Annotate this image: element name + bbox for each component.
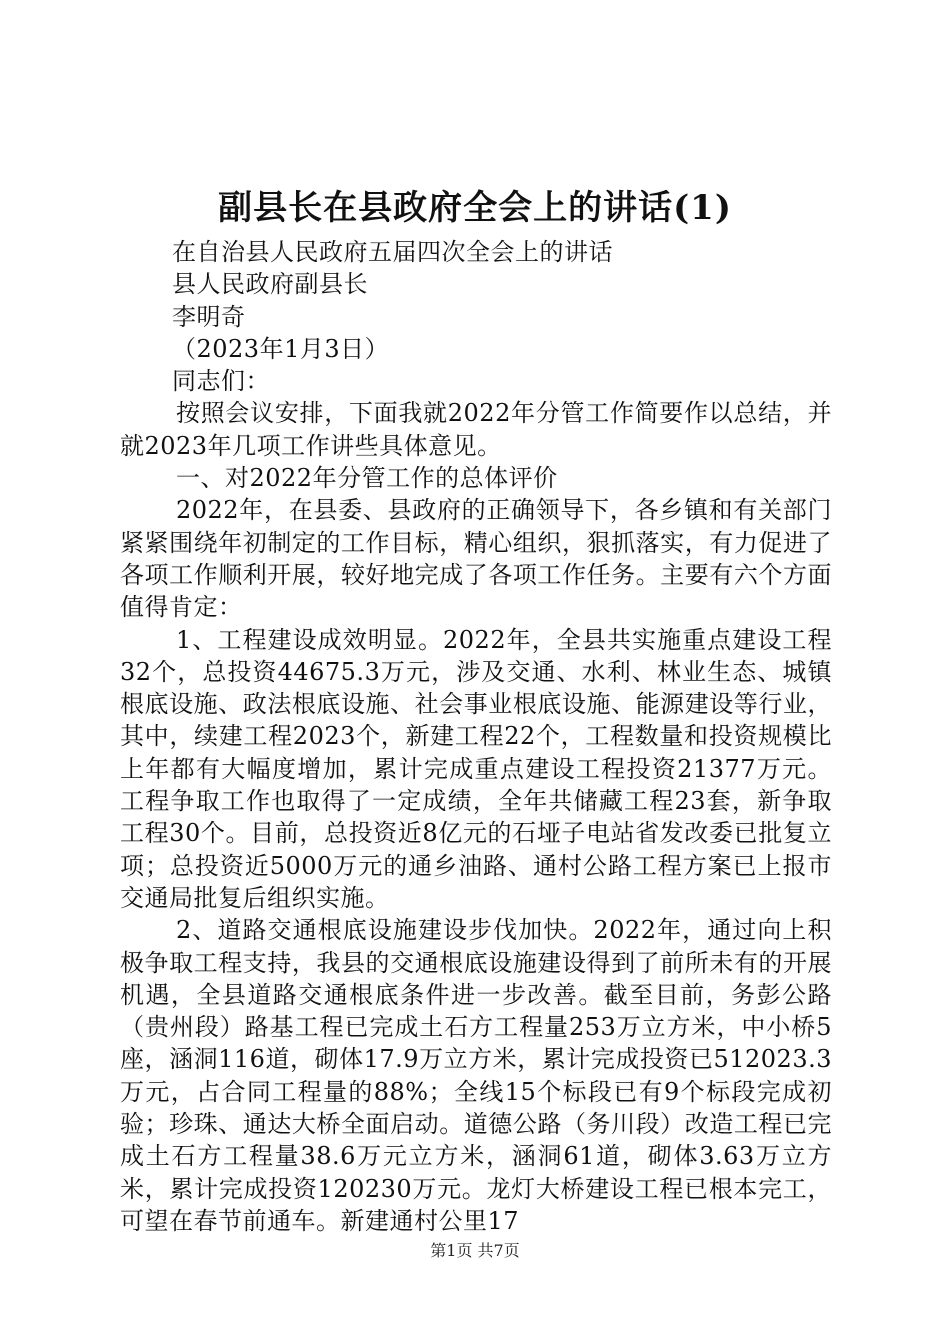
document-title: 副县长在县政府全会上的讲话(1) xyxy=(218,188,732,228)
speech-occasion-line: 在自治县人民政府五届四次全会上的讲话 xyxy=(172,238,613,266)
speech-date-line: （2023年1月3日） xyxy=(172,334,390,363)
salutation-line: 同志们： xyxy=(172,367,270,396)
page-number-footer: 第1页 共7页 xyxy=(430,1241,520,1260)
document-body xyxy=(120,236,832,1237)
section-heading-1: 一、对2022年分管工作的总体评价 xyxy=(176,464,558,493)
paragraph-overview: 2022年，在县委、县政府的正确领导下，各乡镇和有关部门紧紧围绕年初制定的工作目标，精心组织，狠抓落实，有力促进了各项工作顺利开展，较好地完成了各项工作任务。主要有六个方面值得肯定： xyxy=(120,496,832,622)
paragraph-intro: 按照会议安排，下面我就2022年分管工作简要作以总结，并就2023年几项工作讲些具体意见。 xyxy=(120,399,832,460)
paragraph-transport: 2、道路交通根底设施建设步伐加快。2022年，通过向上积极争取工程支持，我县的交通根底设施建设得到了前所未有的开展机遇，全县道路交通根底条件进一步改善。截至目前，务彭公路（贵州段）路基工程已完成土石方工程量253万立方米，中小桥5座，涵洞116道，砌体17.9万立方米，累计完成投资已512023.3万元，占合同工程量的88%；全线15个标段已有9个标段完成初验；珍珠、通达大桥全面启动。道德公路（务川段）改造工程已完成土石方工程量38.6万元立方米，涵洞61道，砌体3.63万立方米，累计完成投资120230万元。龙灯大桥建设工程已根本完工，可望在春节前通车。新建通村公里17 xyxy=(120,916,832,1235)
speaker-name-line: 李明奇 xyxy=(172,302,246,331)
speaker-position-line: 县人民政府副县长 xyxy=(172,270,368,299)
paragraph-engineering: 1、工程建设成效明显。2022年，全县共实施重点建设工程32个，总投资44675.3万元，涉及交通、水利、林业生态、城镇根底设施、政法根底设施、社会事业根底设施、能源建设等行业，其中，续建工程2023个，新建工程22个，工程数量和投资规模比上年都有大幅度增加，累计完成重点建设工程投资21377万元。工程争取工作也取得了一定成绩，全年共储藏工程23套，新争取工程30个。目前，总投资近8亿元的石垭子电站省发改委已批复立项；总投资近5000万元的通乡油路、通村公路工程方案已上报市交通局批复后组织实施。 xyxy=(120,625,832,912)
